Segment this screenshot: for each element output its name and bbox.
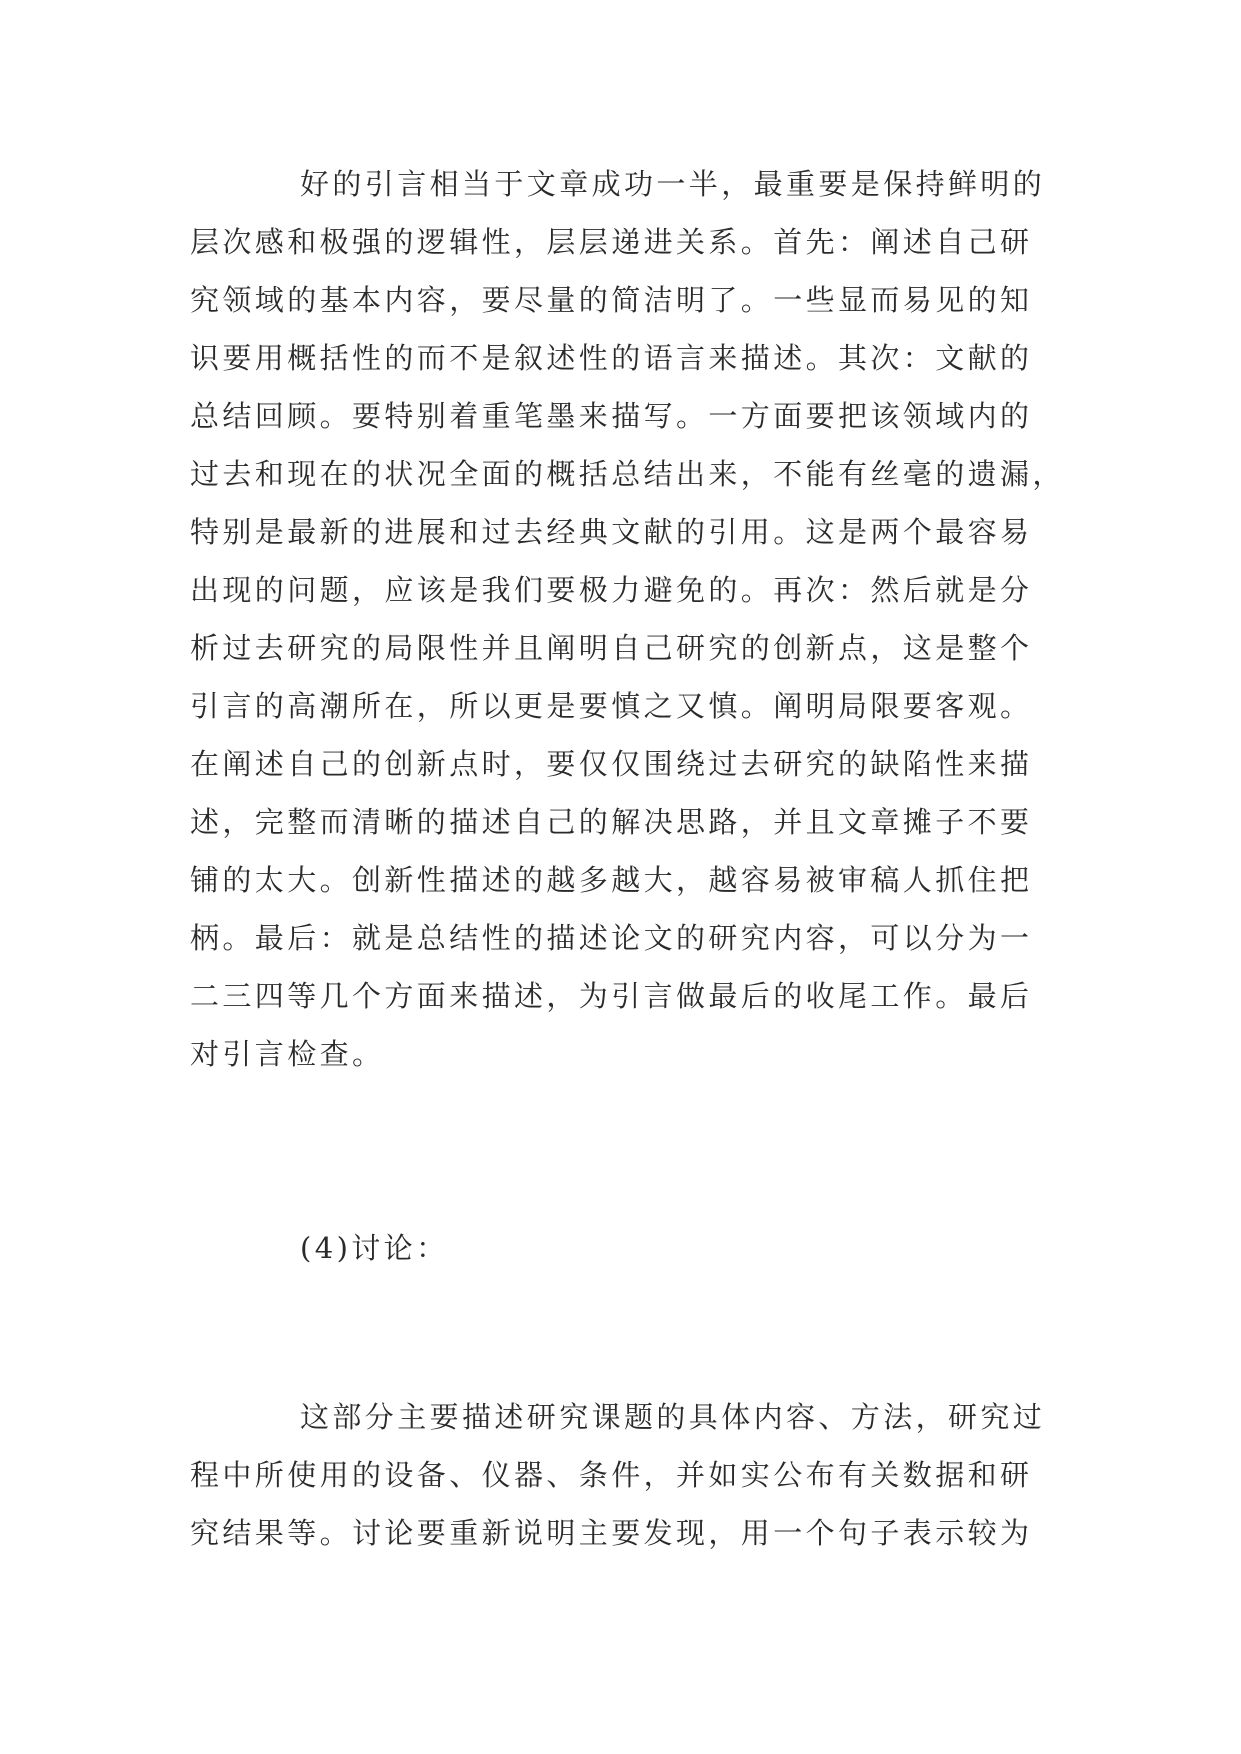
text-line: 对引言检查。 [190, 1037, 385, 1071]
section-heading-text: (4)讨论： [300, 1231, 449, 1265]
text-line: 铺的太大。创新性描述的越多越大，越容易被审稿人抓住把 [190, 863, 1033, 897]
text-line: 程中所使用的设备、仪器、条件，并如实公布有关数据和研 [190, 1458, 1033, 1492]
paragraph-discussion [190, 1388, 1050, 1562]
text-line: 究领域的基本内容，要尽量的简洁明了。一些显而易见的知 [190, 283, 1033, 317]
text-line: 总结回顾。要特别着重笔墨来描写。一方面要把该领域内的 [190, 399, 1033, 433]
text-line: 这部分主要描述研究课题的具体内容、方法，研究过 [300, 1400, 1046, 1434]
text-line: 层次感和极强的逻辑性，层层递进关系。首先：阐述自己研 [190, 225, 1033, 259]
section-heading-discussion [190, 1219, 1050, 1277]
text-line: 究结果等。讨论要重新说明主要发现，用一个句子表示较为 [190, 1516, 1033, 1550]
text-line: 在阐述自己的创新点时，要仅仅围绕过去研究的缺陷性来描 [190, 747, 1033, 781]
text-line: 述，完整而清晰的描述自己的解决思路，并且文章摊子不要 [190, 805, 1033, 839]
text-line: 过去和现在的状况全面的概括总结出来，不能有丝毫的遗漏， [190, 457, 1065, 491]
text-line: 出现的问题，应该是我们要极力避免的。再次：然后就是分 [190, 573, 1033, 607]
text-line: 识要用概括性的而不是叙述性的语言来描述。其次：文献的 [190, 341, 1033, 375]
text-line: 柄。最后：就是总结性的描述论文的研究内容，可以分为一 [190, 921, 1033, 955]
text-line: 特别是最新的进展和过去经典文献的引用。这是两个最容易 [190, 515, 1033, 549]
paragraph-introduction [190, 155, 1065, 1083]
text-line: 析过去研究的局限性并且阐明自己研究的创新点，这是整个 [190, 631, 1033, 665]
text-line: 二三四等几个方面来描述，为引言做最后的收尾工作。最后 [190, 979, 1033, 1013]
text-line: 引言的高潮所在，所以更是要慎之又慎。阐明局限要客观。 [190, 689, 1033, 723]
text-line: 好的引言相当于文章成功一半，最重要是保持鲜明的 [300, 167, 1046, 201]
